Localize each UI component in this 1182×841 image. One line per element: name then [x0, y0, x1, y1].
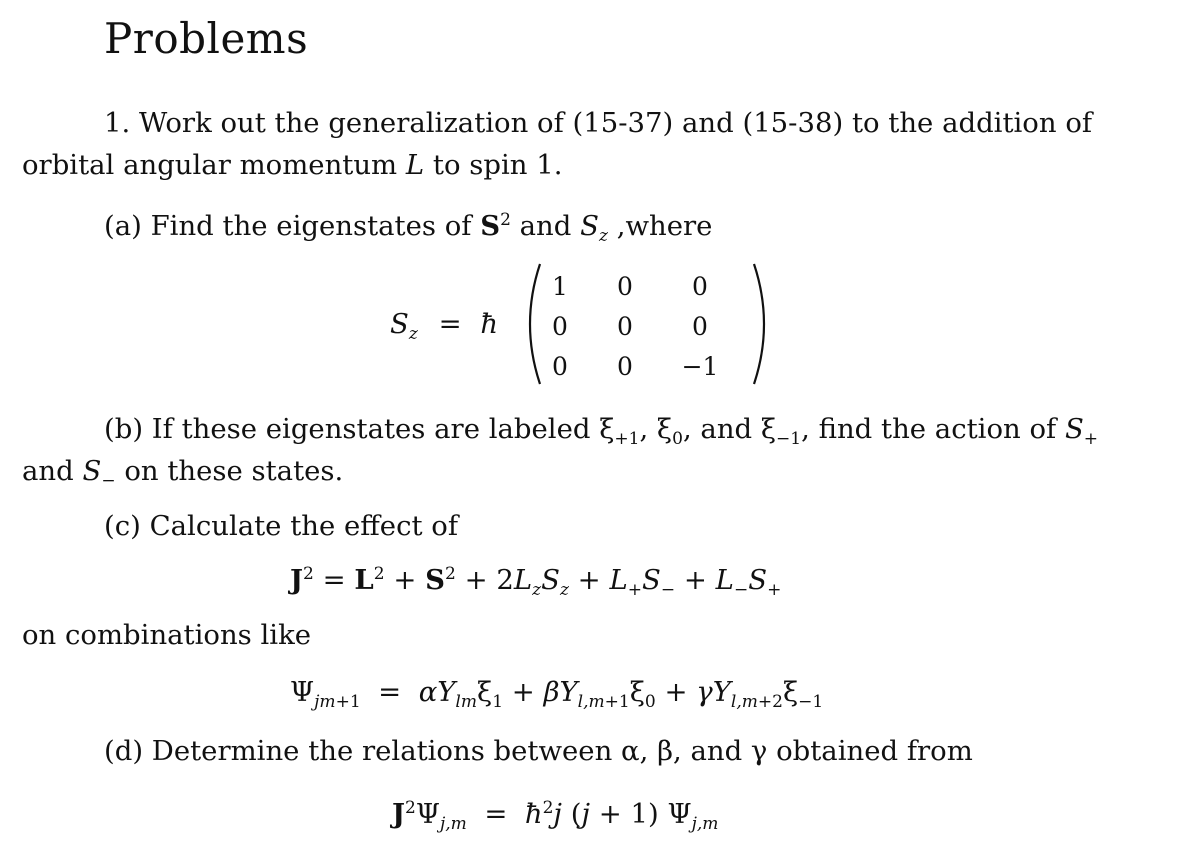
- Sz-symbol: S: [580, 210, 599, 242]
- right-paren: [750, 262, 776, 386]
- part-b-end: on these states.: [124, 455, 344, 487]
- xi-minus-one-sub: −1: [776, 428, 802, 449]
- part-b-line-2: [22, 450, 343, 492]
- problem-1-line-2: [22, 144, 562, 186]
- part-a-where: ,where: [616, 210, 713, 242]
- matrix-cell: 1: [552, 272, 568, 301]
- J-squared-equation: $J^2 = L^2 + S^2 + 2L_zS_z + L_+S_- + L_-S_+$: [290, 563, 782, 600]
- matrix-grid: [520, 262, 750, 386]
- matrix-cell: 0: [617, 312, 633, 341]
- part-a-text: [104, 205, 712, 247]
- matrix-cell: 0: [552, 352, 568, 381]
- xi-plus-one-sub: +1: [614, 428, 640, 449]
- S-minus-sub: −: [101, 470, 116, 491]
- psi-combination-equation: $\Psi_{jm+1} = \alpha Y_{lm}\xi_1 + \beta Y_{l,m+1}\xi_0 + \gamma Y_{l,m+2}\xi_{-1}$: [290, 676, 824, 712]
- Sz-subscript: z: [598, 225, 608, 246]
- part-c-combinations-text: on combinations like: [22, 619, 312, 651]
- variable-L: L: [405, 149, 425, 181]
- xi-zero-sub: 0: [672, 428, 683, 449]
- matrix-cell: −1: [681, 352, 719, 381]
- part-b-text-4: , find the action of: [801, 413, 1057, 445]
- matrix-cell: 0: [552, 312, 568, 341]
- S-minus-symbol: S: [82, 455, 102, 487]
- problem-1-line-2-suffix: to spin 1.: [432, 149, 563, 181]
- matrix-lhs: [390, 308, 499, 344]
- matrix-cell: 0: [617, 272, 633, 301]
- part-b-text-2: , ξ: [639, 413, 673, 445]
- S-squared-exponent: 2: [500, 209, 511, 230]
- matrix-equals: =: [438, 308, 462, 340]
- section-heading: Problems: [104, 14, 309, 63]
- hbar-symbol: ħ: [480, 308, 499, 340]
- matrix-cell: 0: [617, 352, 633, 381]
- S-squared-symbol: S: [480, 210, 501, 242]
- part-a-label: (a) Find the eigenstates of: [104, 210, 472, 242]
- part-b-text-3: , and ξ: [682, 413, 777, 445]
- eigenvalue-equation: $J^2\Psi_{j,m}$ = $ħ^2j$ (j + 1) $\Psi_{j,m}$: [392, 797, 719, 834]
- part-b-and: and: [22, 455, 74, 487]
- matrix-lhs-sub: z: [408, 323, 418, 344]
- part-b-line-1: [104, 408, 1098, 450]
- problem-1-line-2-prefix: orbital angular momentum: [22, 149, 398, 181]
- matrix-cell: 0: [692, 272, 708, 301]
- part-d-label: (d) Determine the relations between α, β, and γ obtained from: [104, 735, 973, 767]
- part-c-label: (c) Calculate the effect of: [104, 510, 458, 542]
- S-plus-symbol: S: [1064, 413, 1084, 445]
- part-b-text-1: (b) If these eigenstates are labeled ξ: [104, 413, 615, 445]
- matrix-lhs-S: S: [390, 308, 409, 340]
- Sz-matrix-equation: [390, 262, 780, 386]
- part-a-and: and: [519, 210, 572, 242]
- S-plus-sub: +: [1083, 428, 1099, 449]
- problem-1-line-1: 1. Work out the generalization of (15-37) and (15-38) to the addition of: [104, 107, 1093, 139]
- matrix-cell: 0: [692, 312, 708, 341]
